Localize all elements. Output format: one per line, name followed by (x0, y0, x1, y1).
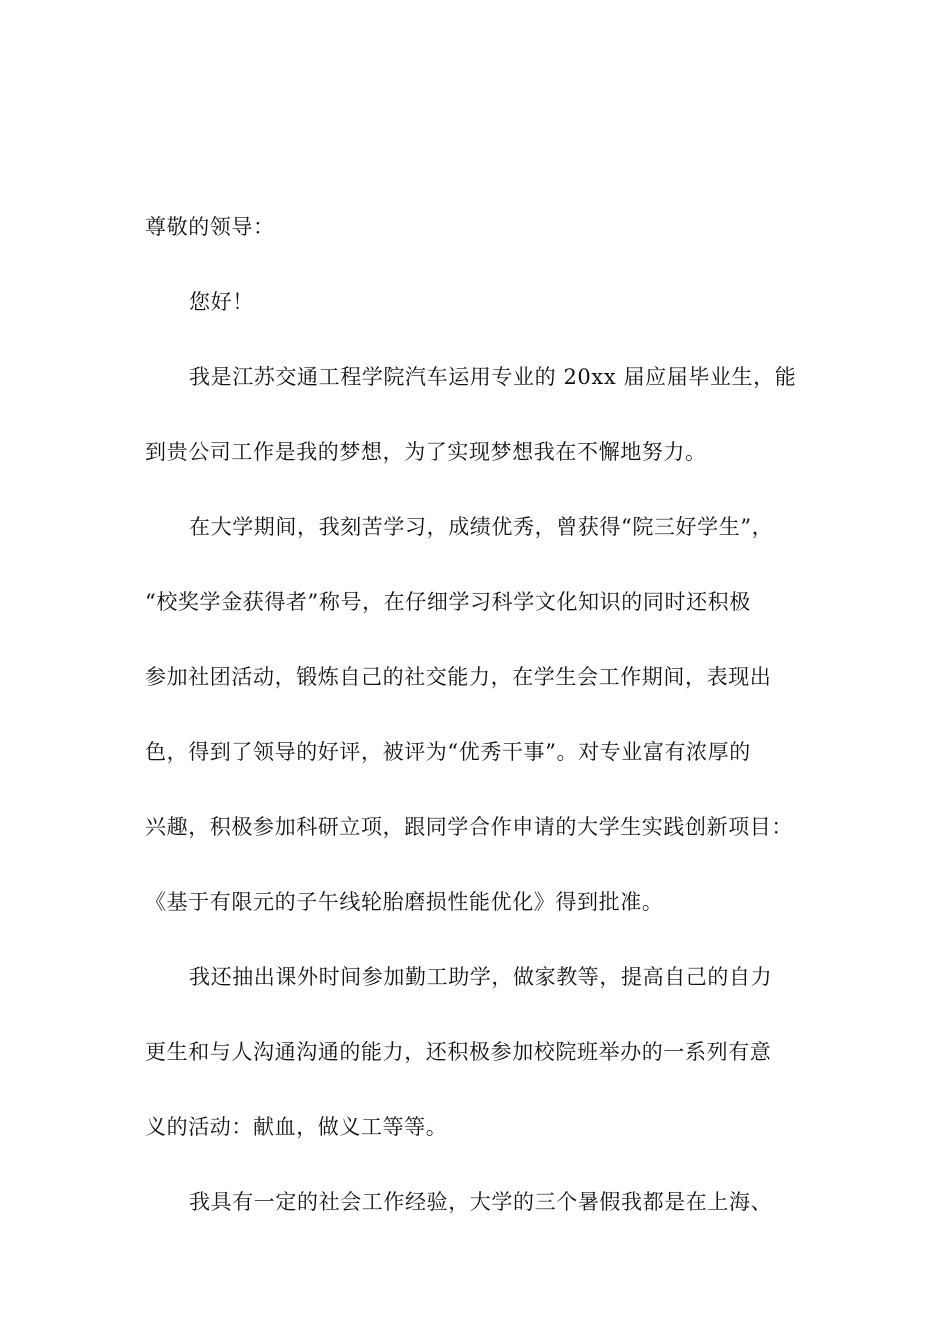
paragraph-line: 我是江苏交通工程学院汽车运用专业的 20xx 届应届毕业生，能 (189, 365, 797, 389)
paragraph-line: 兴趣，积极参加科研立项，跟同学合作申请的大学生实践创新项目： (145, 815, 793, 839)
paragraph-line: 参加社团活动，锻炼自己的社交能力，在学生会工作期间，表现出 (145, 665, 772, 689)
paragraph-line: 色，得到了领导的好评，被评为“优秀干事”。对专业富有浓厚的 (145, 740, 751, 764)
paragraph-line: 更生和与人沟通沟通的能力，还积极参加校院班举办的一系列有意 (145, 1040, 772, 1064)
paragraph-line: “校奖学金获得者”称号，在仔细学习科学文化知识的同时还积极 (145, 590, 751, 614)
paragraph-line: 我还抽出课外时间参加勤工助学，做家教等，提高自己的自力 (189, 965, 773, 989)
paragraph-line: 义的活动：献血，做义工等等。 (145, 1115, 448, 1139)
paragraph-line: 我具有一定的社会工作经验，大学的三个暑假我都是在上海、 (189, 1190, 773, 1214)
salutation: 尊敬的领导： (145, 215, 275, 239)
greeting: 您好！ (189, 290, 254, 314)
paragraph-line: 在大学期间，我刻苦学习，成绩优秀，曾获得“院三好学生”， (189, 515, 774, 539)
paragraph-line: 《基于有限元的子午线轮胎磨损性能优化》得到批准。 (145, 890, 664, 914)
paragraph-line: 到贵公司工作是我的梦想，为了实现梦想我在不懈地努力。 (145, 440, 707, 464)
